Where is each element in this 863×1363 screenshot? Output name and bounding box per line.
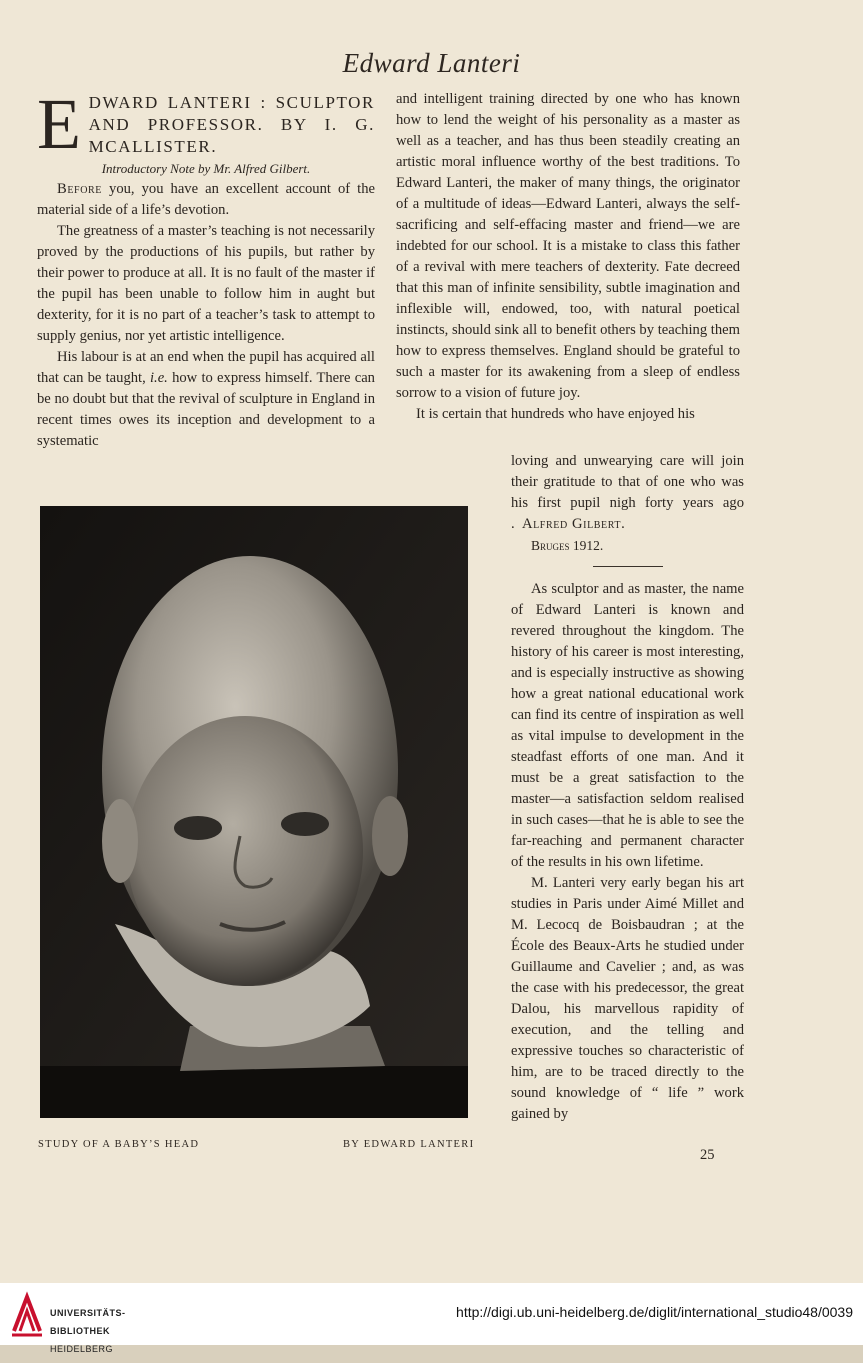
paragraph-italic: i.e. xyxy=(150,370,168,386)
place-date: Bruges 1912. xyxy=(531,538,604,553)
paragraph xyxy=(37,179,375,221)
paragraph xyxy=(37,347,375,452)
library-logo-icon[interactable] xyxy=(10,1291,44,1337)
paragraph-lead: Before xyxy=(57,181,103,197)
paragraph-text: how to express himself. There can be no doubt but that the revival of sculpture in England in recent times owes its inception and development to a systematic xyxy=(37,370,375,449)
photo-plinth xyxy=(40,1066,468,1118)
footer-bar xyxy=(0,1283,863,1354)
paragraph: As sculptor and as master, the name of Edward Lanteri is known and revered throughout the kingdom. The history of his career is most interesting, and is especially instructive as showing how a great national educational work can find its centre of inspiration as well as vital impulse to development in the steadfast efforts of one man. And it must be a great satisfaction to the master—a satisfaction seldom realised in such cases—that he is able to see the far-reaching and permanent character of the results in his own lifetime. xyxy=(511,581,744,870)
library-name-line: HEIDELBERG xyxy=(50,1344,114,1354)
paragraph-text: you, you have an excellent account of the material side of a life’s devotion. xyxy=(37,181,375,218)
paragraph: It is certain that hundreds who have enjoyed his xyxy=(416,406,695,422)
sculpture-image xyxy=(40,506,468,1118)
right-ear xyxy=(372,796,408,876)
paragraph-text: loving and unwearying care will join their gratitude to that of one who was his first pupil nigh forty years ago . xyxy=(511,453,744,532)
drop-cap: E xyxy=(37,84,83,164)
intro-note: Introductory Note by Mr. Alfred Gilbert. xyxy=(101,161,311,176)
caption-title: STUDY OF A BABY’S HEAD xyxy=(38,1139,200,1150)
right-eye xyxy=(281,812,329,836)
library-name-line: UNIVERSITÄTS- xyxy=(50,1308,126,1318)
caption-credit: BY EDWARD LANTERI xyxy=(343,1139,475,1150)
left-eye xyxy=(174,816,222,840)
paragraph: The greatness of a master’s teaching is not necessarily proved by the productions of his pupils, but rather by their power to produce at all. It is no fault of the master if the pupil has been unable to follow him in aught but dexterity, for it is no part of a teacher’s task to attempt to supply genius, nor yet artistic intelligence. xyxy=(37,223,375,344)
permalink-url[interactable]: http://digi.ub.uni-heidelberg.de/diglit/international_studio48/0039 xyxy=(456,1304,853,1320)
library-name xyxy=(50,1300,126,1363)
paragraph xyxy=(511,451,744,535)
photograph-baby-head xyxy=(40,506,468,1118)
page-number: 25 xyxy=(700,1147,715,1163)
paragraph: M. Lanteri very early began his art studies in Paris under Aimé Millet and M. Lecocq de Boisbaudran ; at the École des Beaux-Arts he studied under Guillaume and Cavelier ; and, as was the case with his predecessor, the great Dalou, his marvellous rapidity of execution, and the telling and expressive touches so characteristic of him, are to be traced directly to the sound knowledge of “ life ” work gained by xyxy=(511,875,744,1122)
article-headline xyxy=(37,84,375,164)
left-ear xyxy=(102,799,138,883)
running-title: Edward Lanteri xyxy=(342,48,521,78)
section-divider xyxy=(593,566,663,567)
headline-text: DWARD LANTERI : SCULPTOR AND PROFESSOR. BY I. G. MCALLISTER. xyxy=(88,93,375,156)
signature: Alfred Gilbert. xyxy=(521,516,626,532)
face-shape xyxy=(127,716,363,986)
paragraph: and intelligent training directed by one who has known how to lend the weight of his personality as a master as well as a teacher, and has thus been steadily creating an artistic moral influence worthy of the best traditions. To Edward Lanteri, the maker of many things, the originator of a multitude of ideas—Edward Lanteri, always the self-sacrificing and self-effacing master and friend—we are indebted for our school. It is a mistake to class this father of a revival with mere teachers of dexterity. Fate decreed that this man of infinite sensibility, subtle imagination and inflexible will, endowed, too, with natural poetical instincts, should sink all to benefit others by teaching them how to express themselves. England should be grateful to such a master for its awakening from a sleep of endless sorrow to a vision of future joy. xyxy=(396,91,740,401)
right-column-top xyxy=(396,89,740,425)
left-column xyxy=(37,84,375,452)
library-name-line: BIBLIOTHEK xyxy=(50,1326,110,1336)
right-column-narrow xyxy=(511,451,744,1125)
paragraph-text: His labour is at an end when the pupil has acquired all that can be taught, xyxy=(37,349,375,386)
